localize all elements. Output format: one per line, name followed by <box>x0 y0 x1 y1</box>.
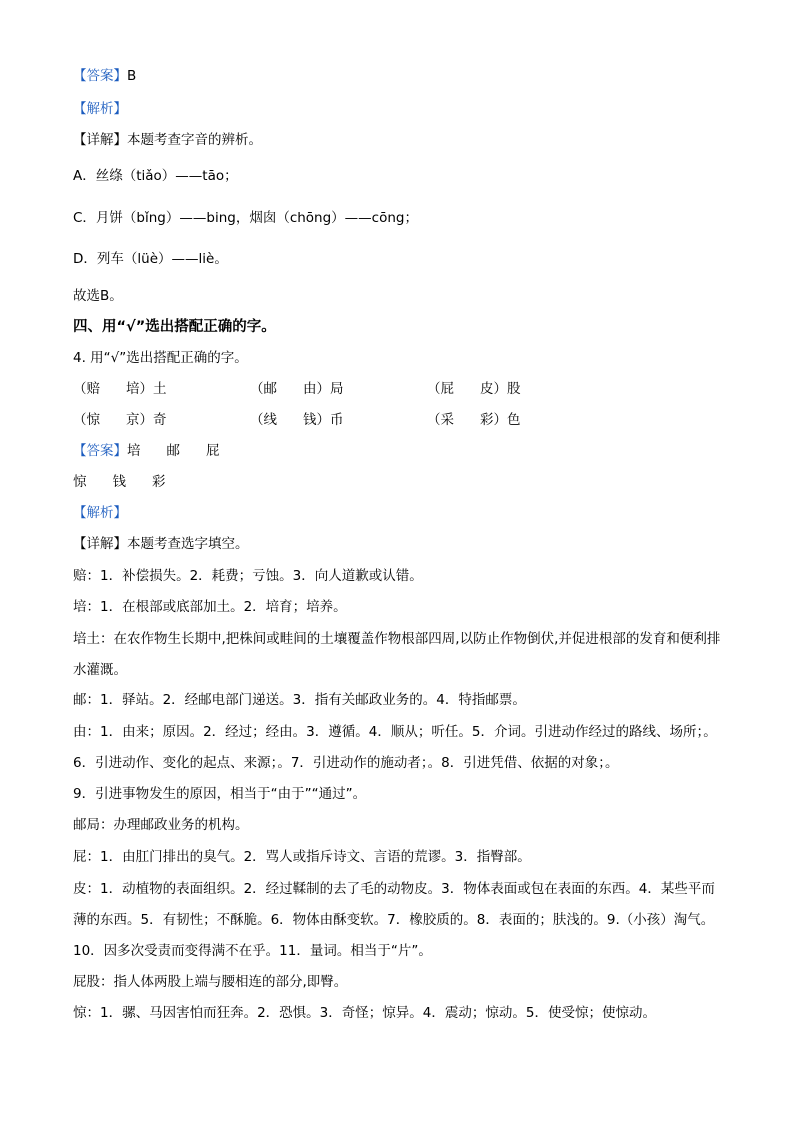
choice-cell <box>427 410 521 430</box>
definition-youju: 邮局：办理邮政业务的机构。 <box>73 817 249 833</box>
answer-line-1 <box>73 66 136 86</box>
answer-char: 邮 <box>166 443 180 459</box>
answer-char: 彩 <box>152 474 166 490</box>
choice-left: （线 <box>250 412 277 428</box>
choice-left: （屁 <box>427 381 454 397</box>
definition-you-mail: 邮：1．驿站。2．经邮电部门递送。3．指有关邮政业务的。4．特指邮票。 <box>73 692 526 708</box>
answer-tag: 【答案】 <box>73 68 127 84</box>
choice-right: 京）奇 <box>126 412 167 428</box>
definition-you-from-cont: 9．引进事物发生的原因，相当于“由于”“通过”。 <box>73 786 367 802</box>
choice-right: 培）土 <box>126 381 167 397</box>
detail-tag: 【详解】 <box>73 132 127 148</box>
detail-text: 本题考查选字填空。 <box>127 536 249 552</box>
conclusion-line: 故选B。 <box>73 288 123 304</box>
choice-left: （赔 <box>73 381 100 397</box>
analysis-tag: 【解析】 <box>73 505 127 521</box>
choice-right: 皮）股 <box>480 381 521 397</box>
question-stem: 4. 用“√”选出搭配正确的字。 <box>73 350 248 366</box>
definition-pei: 赔：1．补偿损失。2．耗费；亏蚀。3．向人道歉或认错。 <box>73 568 423 584</box>
option-a-line: A．丝绦（tiǎo）——tāo； <box>73 168 238 184</box>
answer-tag: 【答案】 <box>73 443 127 459</box>
choice-cell <box>73 379 167 399</box>
detail-line-2 <box>73 534 249 554</box>
choice-right: 彩）色 <box>480 412 521 428</box>
section-title: 四、用“√”选出搭配正确的字。 <box>73 319 276 335</box>
definition-peitu: 培土：在农作物生长期中,把株间或畦间的土壤覆盖作物根部四周,以防止作物倒伏,并促进根部的发育和便利排水灌溉。 <box>73 631 721 678</box>
answer-char: 培 <box>127 443 141 459</box>
definition-pi-skin: 皮：1．动植物的表面组织。2．经过鞣制的去了毛的动物皮。3．物体表面或包在表面的东西。4．某些平而薄的东西。5．有韧性；不酥脆。6．物体由酥变软。7．橡胶质的。8．表面的；肤浅的。9.（小孩）淘气。10．因多次受责而变得满不在乎。11．量词。相当于“片”。 <box>73 881 715 959</box>
definition-pei-soil: 培：1．在根部或底部加土。2．培育；培养。 <box>73 599 347 615</box>
answer-line-3 <box>73 472 166 492</box>
definition-pigu: 屁股：指人体两股上端与腰相连的部分,即臀。 <box>73 974 348 990</box>
answer-value: B <box>127 68 137 84</box>
answer-char: 惊 <box>73 474 87 490</box>
choice-cell <box>73 410 167 430</box>
choice-cell <box>250 379 344 399</box>
definition-jing: 惊：1．骡、马因害怕而狂奔。2．恐惧。3．奇怪；惊异。4．震动；惊动。5．使受惊；使惊动。 <box>73 1005 656 1021</box>
detail-tag: 【详解】 <box>73 536 127 552</box>
choice-right: 由）局 <box>303 381 344 397</box>
choice-right: 钱）币 <box>303 412 344 428</box>
choice-left: （采 <box>427 412 454 428</box>
answer-char: 钱 <box>112 474 126 490</box>
choice-left: （邮 <box>250 381 277 397</box>
choice-cell <box>427 379 521 399</box>
analysis-tag: 【解析】 <box>73 101 127 117</box>
definition-you-from: 由：1．由来；原因。2．经过；经由。3．遵循。4．顺从；听任。5．介词。引进动作经过的路线、场所；。6．引进动作、变化的起点、来源；。7．引进动作的施动者；。8．引进凭借、依据的对象；。 <box>73 724 717 771</box>
answer-line-2 <box>73 441 220 461</box>
option-c-line: C．月饼（bǐng）——bing，烟囱（chōng）——cōng； <box>73 210 418 226</box>
choice-left: （惊 <box>73 412 100 428</box>
answer-char: 屁 <box>206 443 220 459</box>
detail-line-1 <box>73 130 262 150</box>
detail-text: 本题考查字音的辨析。 <box>127 132 262 148</box>
choice-cell <box>250 410 344 430</box>
option-d-line: D．列车（lüè）——liè。 <box>73 251 228 267</box>
definition-pi-fart: 屁：1．由肛门排出的臭气。2．骂人或指斥诗文、言语的荒谬。3．指臀部。 <box>73 849 531 865</box>
